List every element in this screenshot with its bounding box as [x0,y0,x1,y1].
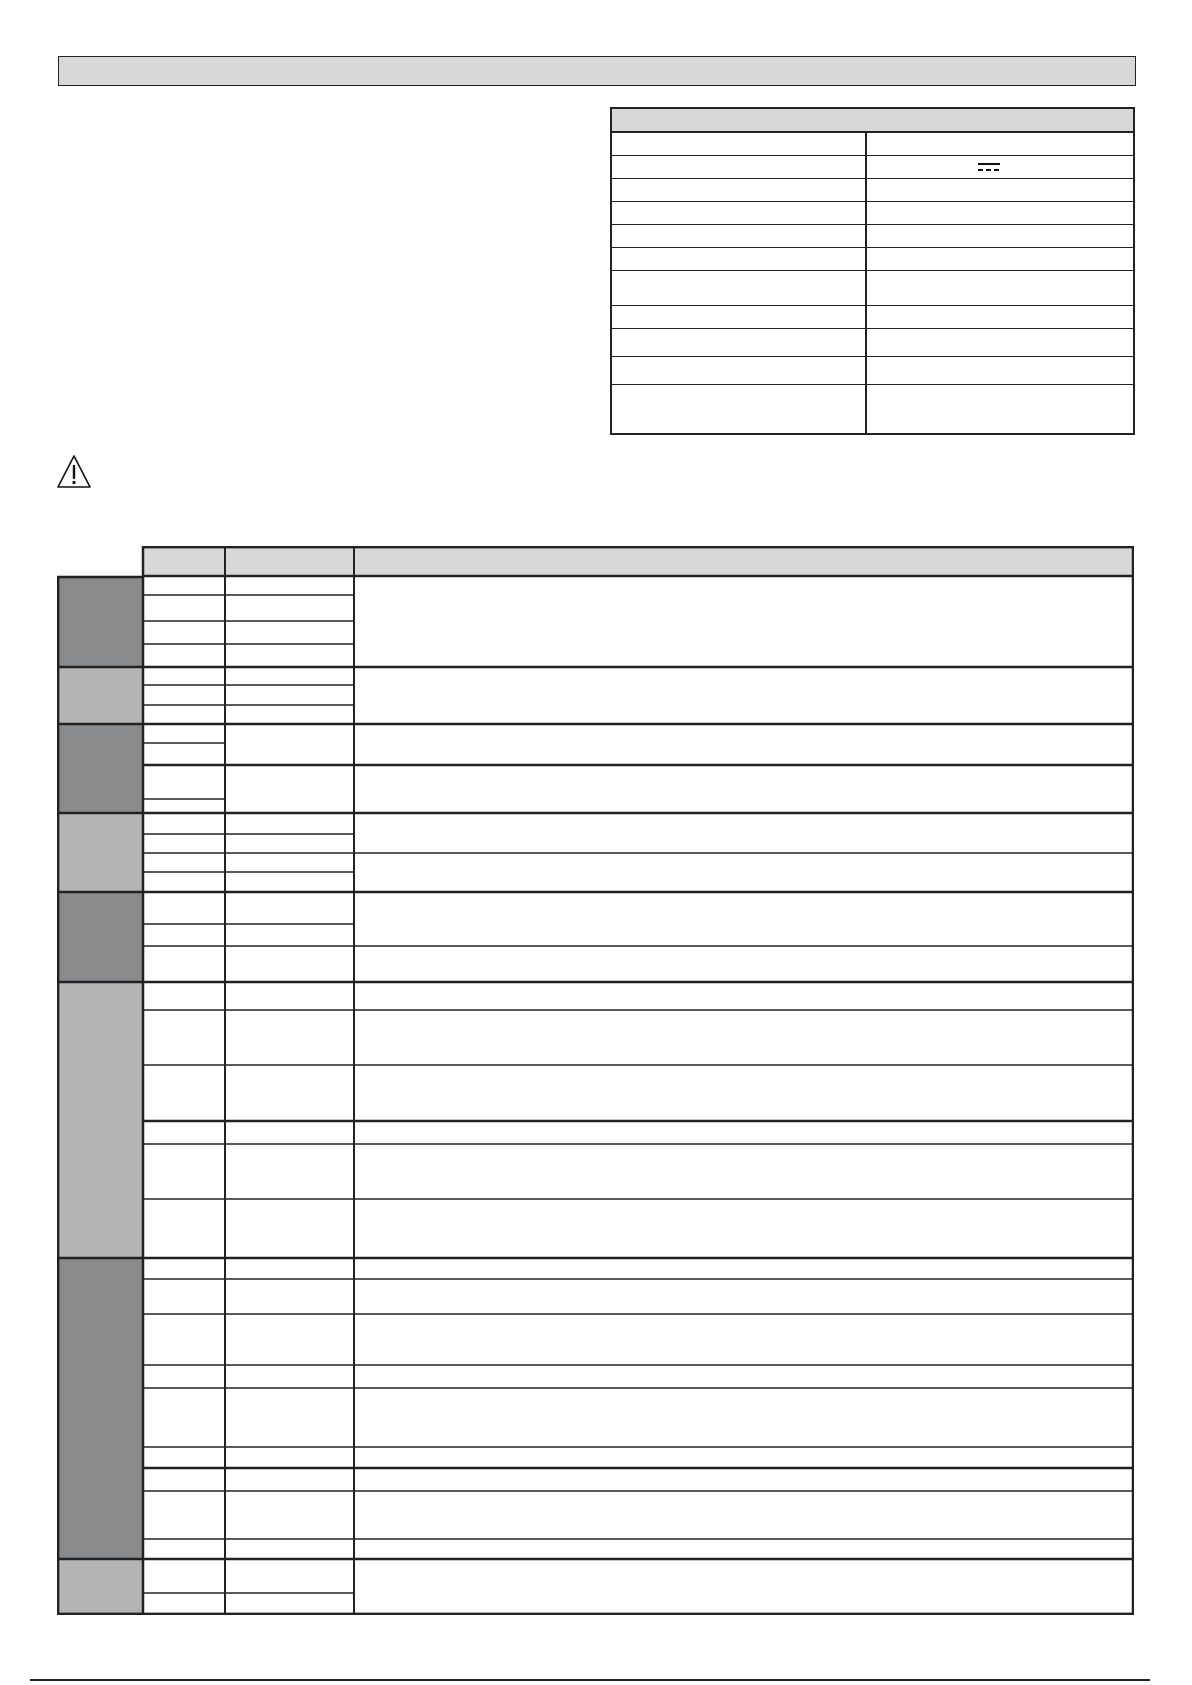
spec-row [612,133,1133,156]
spec-row [612,225,1133,248]
spec-row [612,271,1133,306]
group-bands [57,577,143,1615]
spec-row [612,329,1133,357]
group-band [57,667,143,724]
terminal-settings-table [57,546,1134,1615]
spec-row [612,202,1133,225]
spec-row [612,385,1133,408]
group-band [57,1258,143,1559]
spec-row [612,156,1133,179]
group-band [57,724,143,813]
section-title-bar [58,56,1136,86]
page-bottom-rule [30,1679,1150,1681]
group-band [57,982,143,1258]
group-band [57,892,143,982]
spec-table-header [612,109,1133,133]
spec-row [612,179,1133,202]
dc-current-icon [978,163,1000,172]
spec-row [612,248,1133,271]
table-header-row [143,546,1134,575]
group-band [57,577,143,667]
group-band [57,1559,143,1615]
group-band [57,813,143,892]
spec-row [612,357,1133,385]
spec-row [612,306,1133,329]
table-rules [58,547,1133,1614]
warning-triangle-icon [56,454,92,490]
specifications-table [610,107,1135,435]
